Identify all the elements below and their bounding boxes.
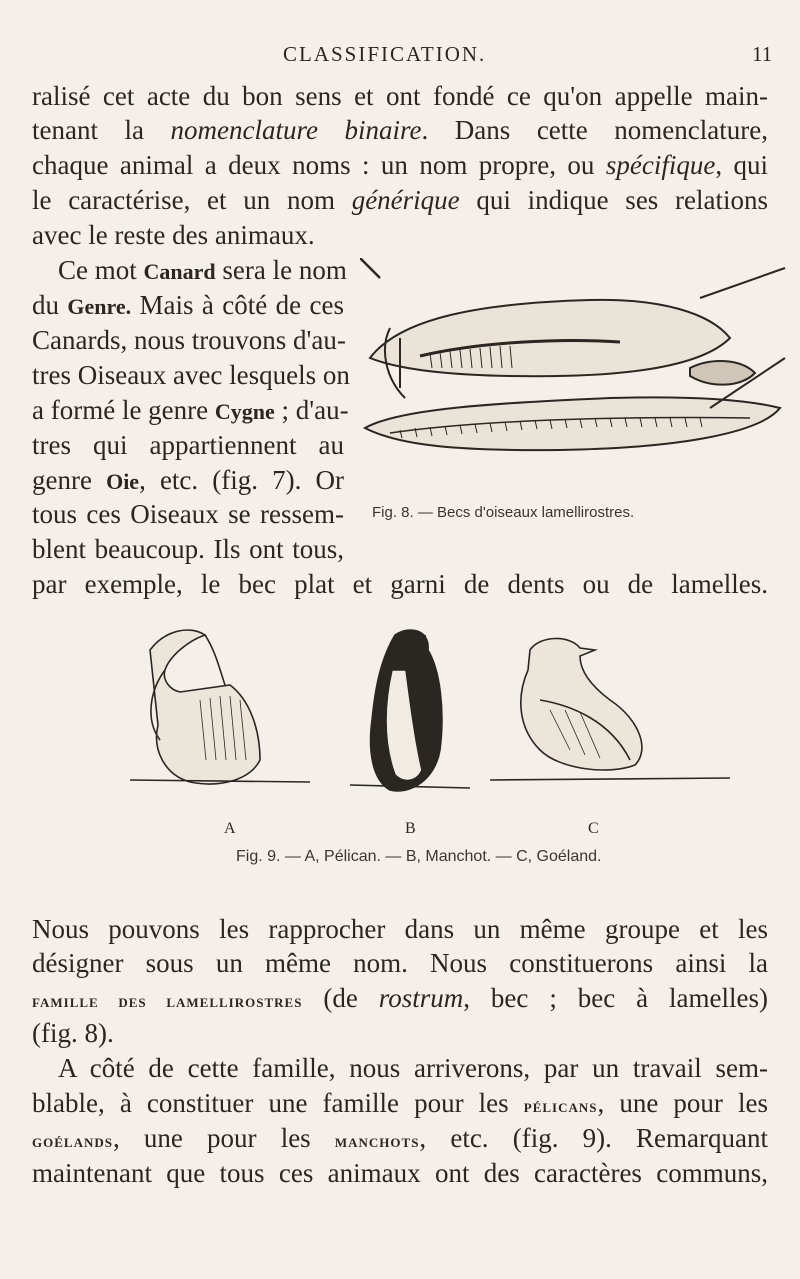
text-span: a formé le genre bbox=[32, 395, 215, 425]
figure-8-caption: Fig. 8. — Becs d'oiseaux lamellirostres. bbox=[372, 504, 635, 521]
text-span: sera le nom bbox=[215, 255, 347, 285]
italic-term: générique bbox=[351, 185, 460, 215]
text-line bbox=[32, 323, 344, 357]
text-line bbox=[32, 428, 344, 462]
text-span: (de bbox=[302, 983, 379, 1013]
birds-illustration bbox=[110, 610, 730, 815]
text-span: par exemple, le bec plat et garni de dents ou de lamelles. bbox=[32, 569, 768, 599]
text-span: tres Oiseaux avec lesquels on bbox=[32, 360, 350, 390]
figure-label-a: A bbox=[224, 820, 236, 837]
small-caps-term: manchots bbox=[334, 1131, 420, 1151]
small-caps-term: goélands bbox=[32, 1131, 113, 1151]
text-line bbox=[32, 148, 768, 182]
bold-term: Genre. bbox=[67, 294, 132, 319]
text-span: ralisé cet acte du bon sens et ont fondé ce qu'on appelle main- bbox=[32, 81, 768, 111]
figure-label-c: C bbox=[588, 820, 599, 837]
text-line bbox=[32, 912, 768, 946]
text-line bbox=[32, 288, 344, 324]
text-line bbox=[58, 1051, 768, 1085]
pelican-illustration bbox=[130, 630, 310, 784]
text-span: (fig. 8). bbox=[32, 1018, 114, 1048]
text-span: du bbox=[32, 290, 68, 320]
text-span: tenant la bbox=[32, 115, 171, 145]
italic-term: spécifique bbox=[605, 150, 716, 180]
text-span: avec le reste des animaux. bbox=[32, 220, 315, 250]
italic-term: nomenclature binaire bbox=[170, 115, 422, 145]
text-line bbox=[32, 946, 768, 980]
text-span: genre bbox=[32, 465, 107, 495]
text-span: , qui bbox=[715, 150, 768, 180]
lamellirostre-beaks-illustration bbox=[360, 258, 790, 498]
text-line bbox=[32, 497, 344, 531]
text-span: tres qui appartiennent au bbox=[32, 430, 344, 460]
text-line bbox=[32, 183, 768, 217]
text-span: désigner sous un même nom. Nous constituerons ainsi la bbox=[32, 948, 768, 978]
text-line bbox=[32, 1121, 768, 1158]
text-span: ; d'au- bbox=[274, 395, 349, 425]
text-line bbox=[32, 113, 768, 147]
text-span: blable, à constituer une famille pour les bbox=[32, 1088, 524, 1118]
text-span: A côté de cette famille, nous arriverons, par un travail sem- bbox=[58, 1053, 768, 1083]
text-span: maintenant que tous ces animaux ont des caractères communs, bbox=[32, 1158, 768, 1188]
page-number: 11 bbox=[752, 42, 773, 66]
figure-label-b: B bbox=[405, 820, 416, 837]
text-line bbox=[58, 253, 347, 289]
text-span: , une pour les bbox=[112, 1123, 335, 1153]
text-line bbox=[32, 358, 350, 392]
text-span: chaque animal a deux noms : un nom propre, ou bbox=[32, 150, 606, 180]
italic-term: rostrum bbox=[378, 983, 464, 1013]
text-span: blent beaucoup. Ils ont tous, bbox=[32, 534, 344, 564]
bold-term: Oie bbox=[106, 469, 140, 494]
text-span: , etc. (fig. 9). Remarquant bbox=[419, 1123, 768, 1153]
text-line bbox=[32, 981, 768, 1018]
text-span: Ce mot bbox=[58, 255, 144, 285]
text-span: qui indique ses relations bbox=[459, 185, 768, 215]
text-span: . Dans cette nomenclature, bbox=[421, 115, 768, 145]
text-line bbox=[32, 393, 349, 429]
text-line bbox=[32, 1086, 768, 1123]
small-caps-term: famille des lamellirostres bbox=[32, 991, 303, 1011]
bold-term: Canard bbox=[143, 259, 216, 284]
text-line bbox=[32, 463, 344, 499]
running-head bbox=[0, 42, 800, 72]
text-span: Mais à côté de ces bbox=[131, 290, 344, 320]
text-line bbox=[32, 218, 315, 252]
running-title: CLASSIFICATION. bbox=[283, 42, 487, 66]
text-line bbox=[32, 1016, 114, 1050]
text-span: , une pour les bbox=[597, 1088, 769, 1118]
text-span: Nous pouvons les rapprocher dans un même groupe et les bbox=[32, 914, 768, 944]
text-line bbox=[32, 532, 344, 566]
text-span: tous ces Oiseaux se ressem- bbox=[32, 499, 344, 529]
bold-term: Cygne bbox=[214, 399, 275, 424]
figure-9-caption: Fig. 9. — A, Pélican. — B, Manchot. — C, Goéland. bbox=[236, 848, 602, 865]
gull-illustration bbox=[490, 638, 730, 780]
penguin-illustration bbox=[350, 630, 470, 791]
text-span: le caractérise, et un nom bbox=[32, 185, 352, 215]
text-span: , bec ; bec à lamelles) bbox=[463, 983, 768, 1013]
small-caps-term: pélicans bbox=[523, 1096, 598, 1116]
text-line bbox=[32, 567, 768, 601]
text-span: Canards, nous trouvons d'au- bbox=[32, 325, 346, 355]
text-line bbox=[32, 79, 768, 113]
text-line bbox=[32, 1156, 768, 1190]
text-span: , etc. (fig. 7). Or bbox=[139, 465, 344, 495]
